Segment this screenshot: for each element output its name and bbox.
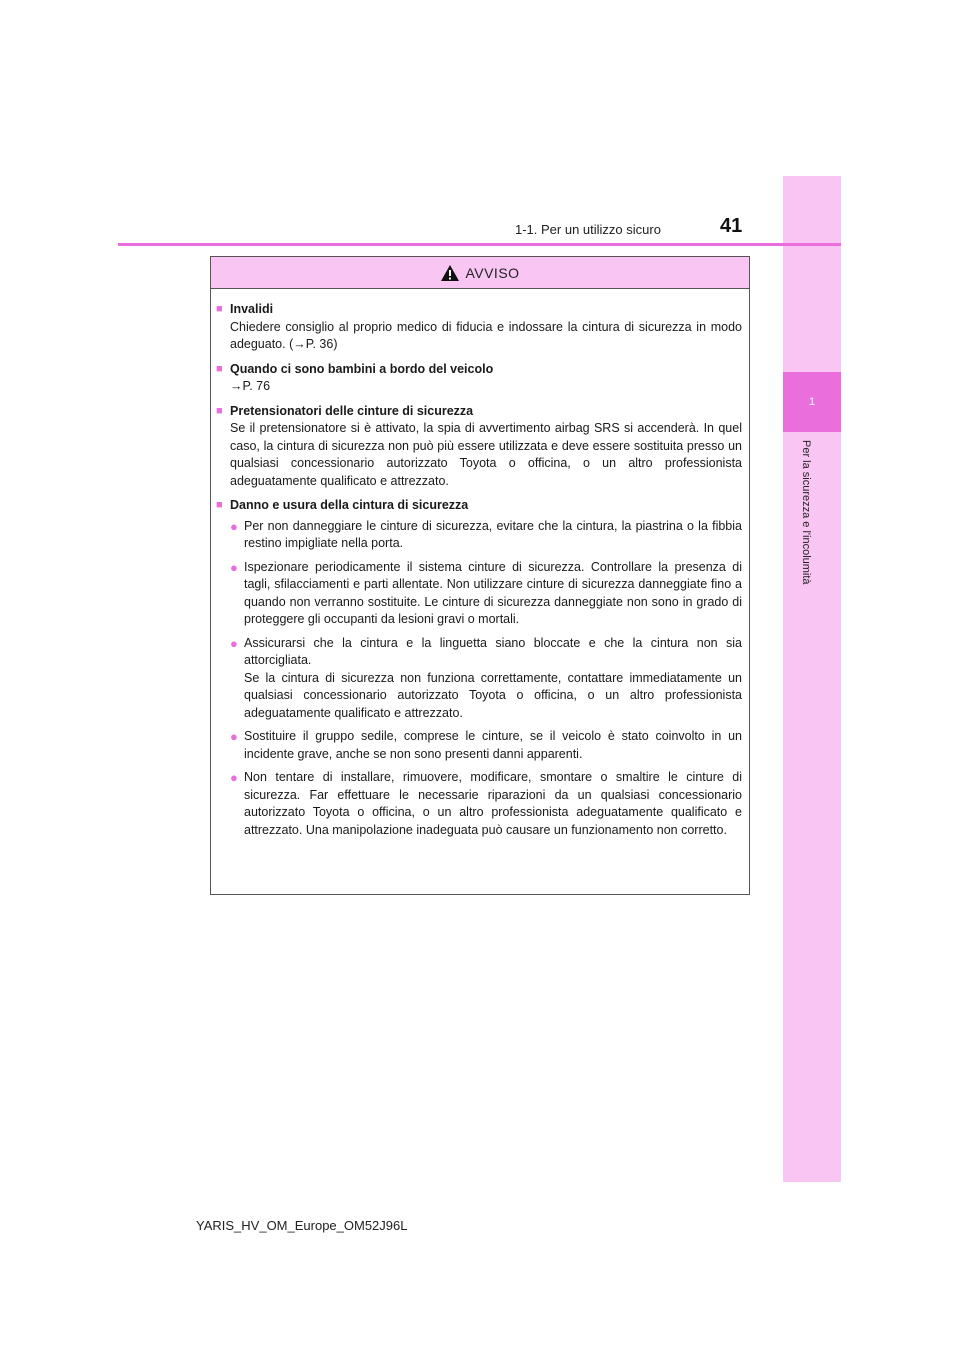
- warning-header: [211, 257, 749, 289]
- warning-bullet-paragraph: Se la cintura di sicurezza non funziona correttamente, contattare immediatamente un qualsiasi concessionario autorizzato Toyota o officina, o un altro professionista adeguatamente qualificato e attrezzato.: [244, 670, 742, 720]
- warning-section-title-text: Danno e usura della cintura di sicurezza: [230, 498, 469, 512]
- warning-bullet: [216, 518, 742, 553]
- warning-bullet-paragraph: Sostituire il gruppo sedile, comprese le cinture, se il veicolo è stato coinvolto in un incidente grave, anche se non sono presenti danni apparenti.: [244, 729, 742, 761]
- square-bullet-icon: ■: [216, 499, 223, 511]
- warning-box: [210, 256, 750, 895]
- warning-bullet-text: [244, 559, 742, 629]
- round-bullet-icon: ●: [230, 559, 238, 575]
- warning-section-title: [216, 497, 742, 515]
- warning-section-text: →P. 76: [230, 379, 271, 393]
- square-bullet-icon: ■: [216, 404, 223, 417]
- warning-bullet: [216, 769, 742, 839]
- warning-title: AVVISO: [465, 264, 520, 281]
- warning-section-text: Se il pretensionatore si è attivato, la spia di avvertimento airbag SRS si accenderà. In quel caso, la cintura di sicurezza non può più essere utilizzata e deve essere sostituita presso un qualsiasi concessionario autorizzato Toyota o officina, o un altro professionista adeguatamente qualificato e attrezzato.: [230, 421, 742, 488]
- page-number: 41: [720, 215, 743, 237]
- warning-section-title: [216, 301, 742, 319]
- warning-section-title-text: Pretensionatori delle cinture di sicurezza: [230, 403, 474, 418]
- round-bullet-icon: ●: [230, 770, 238, 785]
- warning-section: [216, 497, 742, 839]
- side-tab: [783, 176, 841, 1182]
- warning-bullet-text: [244, 635, 742, 723]
- header-rule: [118, 243, 841, 246]
- round-bullet-icon: ●: [230, 729, 238, 744]
- warning-section: [216, 301, 742, 354]
- warning-bullet-paragraph: Ispezionare periodicamente il sistema cinture di sicurezza. Controllare la presenza di tagli, sfilacciamenti e parti allentate. Non utilizzare cinture di sicurezza danneggiate fino a quando non verranno sostituite. Le cinture di sicurezza danneggiate non sono in grado di proteggere gli occupanti da lesioni gravi o mortali.: [244, 559, 742, 626]
- warning-section: [216, 403, 742, 491]
- section-title: 1-1. Per un utilizzo sicuro: [515, 222, 661, 237]
- warning-bullet: [216, 559, 742, 629]
- warning-body: [211, 289, 749, 839]
- warning-bullet: [216, 635, 742, 723]
- warning-section: [216, 361, 742, 396]
- warning-bullet-text: [244, 769, 742, 839]
- warning-section-title-text: Quando ci sono bambini a bordo del veicolo: [230, 361, 494, 376]
- warning-section-text: Chiedere consiglio al proprio medico di fiducia e indossare la cintura di sicurezza in modo adeguato. (→P. 36): [230, 319, 742, 351]
- footer-doc-id: YARIS_HV_OM_Europe_OM52J96L: [196, 1218, 408, 1233]
- side-tab-label: Per la sicurezza e l'incolumità: [800, 440, 812, 585]
- square-bullet-icon: ■: [216, 303, 223, 315]
- warning-section-title: [216, 361, 742, 379]
- warning-section-title: [216, 403, 742, 421]
- round-bullet-icon: ●: [230, 635, 238, 651]
- warning-bullet-paragraph: Non tentare di installare, rimuovere, modificare, smontare o smaltire le cinture di sicurezza. Far effettuare le necessarie riparazioni da un qualsiasi concessionario autorizzato Toyota o officina, o un altro professionista adeguatamente qualificato e attrezzato. Una manipolazione inadeguata può causare un funzionamento non corretto.: [244, 770, 742, 837]
- square-bullet-icon: ■: [216, 362, 223, 375]
- warning-bullet: [216, 728, 742, 763]
- warning-bullet-text: [244, 518, 742, 553]
- round-bullet-icon: ●: [230, 518, 238, 534]
- warning-bullet-text: [244, 728, 742, 763]
- side-tab-number: 1: [783, 372, 841, 432]
- warning-triangle-icon: [440, 264, 460, 282]
- warning-bullet-paragraph: Per non danneggiare le cinture di sicurezza, evitare che la cintura, la piastrina o la fibbia restino impigliate nella porta.: [244, 518, 742, 550]
- warning-section-title-text: Invalidi: [230, 302, 274, 316]
- warning-bullet-paragraph: Assicurarsi che la cintura e la linguetta siano bloccate e che la cintura non sia attorcigliata.: [244, 635, 742, 667]
